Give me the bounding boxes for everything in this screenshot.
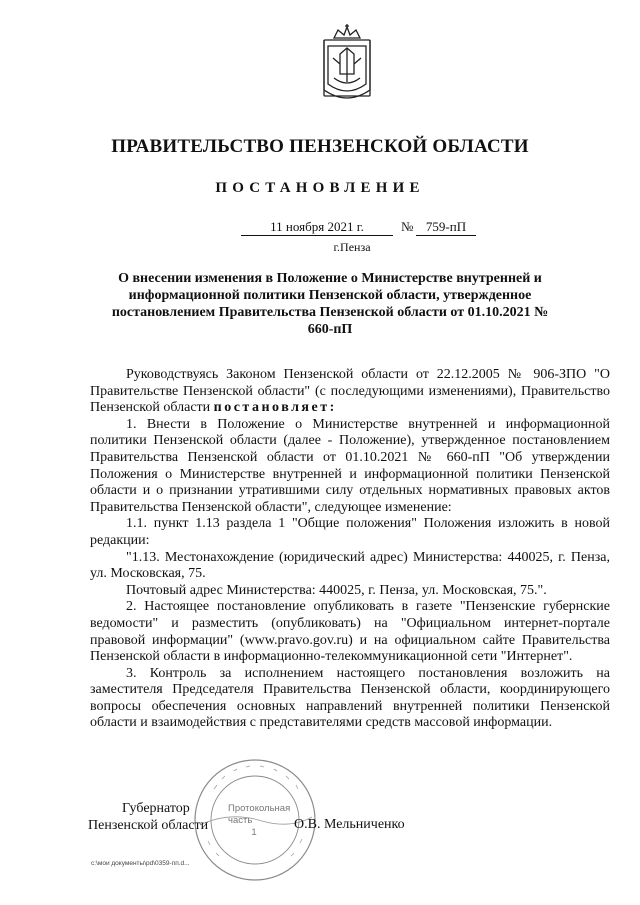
item-1-1: 1.1. пункт 1.13 раздела 1 "Общие положения" Положения изложить в новой редакции: bbox=[90, 516, 610, 548]
item-1-13: "1.13. Местонахождение (юридический адрес) Министерства: 440025, г. Пенза, ул. Московская, 75. bbox=[90, 549, 610, 582]
document-body bbox=[90, 367, 610, 732]
document-number: 759-пП bbox=[416, 219, 476, 236]
signatory-name: О.В. Мельниченко bbox=[294, 817, 405, 832]
stamp-line-1: Протокольная bbox=[228, 803, 291, 814]
document-subject: О внесении изменения в Положение о Министерстве внутренней и информационной политики Пензенской области, утвержденное постановлением Правительства Пензенской области от 01.10.2021 № 660-пП bbox=[111, 271, 549, 337]
item-1: 1. Внести в Положение о Министерстве внутренней и информационной политики Пензенской области (далее - Положение), утвержденное постановлением Правительства Пензенской области от 01.10.2021 № 660-пП "Об утверждении Положения о Министерстве внутренней и информационной политики Пензенской области и о признании утратившими силу отдельных нормативных правовых актов Правительства Пензенской области", следующее изменение: bbox=[90, 416, 610, 515]
preamble-verb: постановляет: bbox=[213, 400, 337, 416]
city: г.Пенза bbox=[333, 240, 371, 254]
number-sign: № bbox=[401, 219, 414, 234]
preamble-text: Руководствуясь Законом Пензенской области от 22.12.2005 № 906-ЗПО "О Правительстве Пензенской области" (с последующими изменениями), Правительство Пензенской области bbox=[90, 367, 610, 416]
stamp-copy-number: 1 bbox=[251, 827, 257, 838]
item-2: 2. Настоящее постановление опубликовать в газете "Пензенские губернские ведомости" и разместить (опубликовать) на "Официальном интернет-портале правовой информации" (www.pravo.gov.ru) и на официальном сайте Правительства Пензенской области в информационно-телекоммуникационной сети "Интернет". bbox=[90, 599, 610, 665]
file-path-footer: c:\мои документы\pd\0359-пп.d... bbox=[91, 860, 190, 867]
pensa-coat-of-arms-icon bbox=[320, 24, 374, 104]
signatory-title-line-2: Пензенской области bbox=[88, 818, 209, 833]
document-type: ПОСТАНОВЛЕНИЕ bbox=[215, 180, 425, 196]
preamble-paragraph bbox=[90, 367, 610, 417]
stamp-line-2: часть bbox=[228, 815, 253, 826]
signatory-title-line-1: Губернатор bbox=[122, 801, 190, 816]
document-date: 11 ноября 2021 г. bbox=[241, 219, 393, 236]
item-3: 3. Контроль за исполнением настоящего постановления возложить на заместителя Председателя Правительства Пензенской области, координирующего вопросы обеспечения основных направлений внутренней политики Пензенской области и взаимодействия с представителями средств массовой информации. bbox=[90, 665, 610, 731]
stamp-text bbox=[228, 803, 292, 839]
postal-address: Почтовый адрес Министерства: 440025, г. Пенза, ул. Московская, 75.". bbox=[126, 582, 547, 598]
government-title: ПРАВИТЕЛЬСТВО ПЕНЗЕНСКОЙ ОБЛАСТИ bbox=[111, 136, 529, 157]
